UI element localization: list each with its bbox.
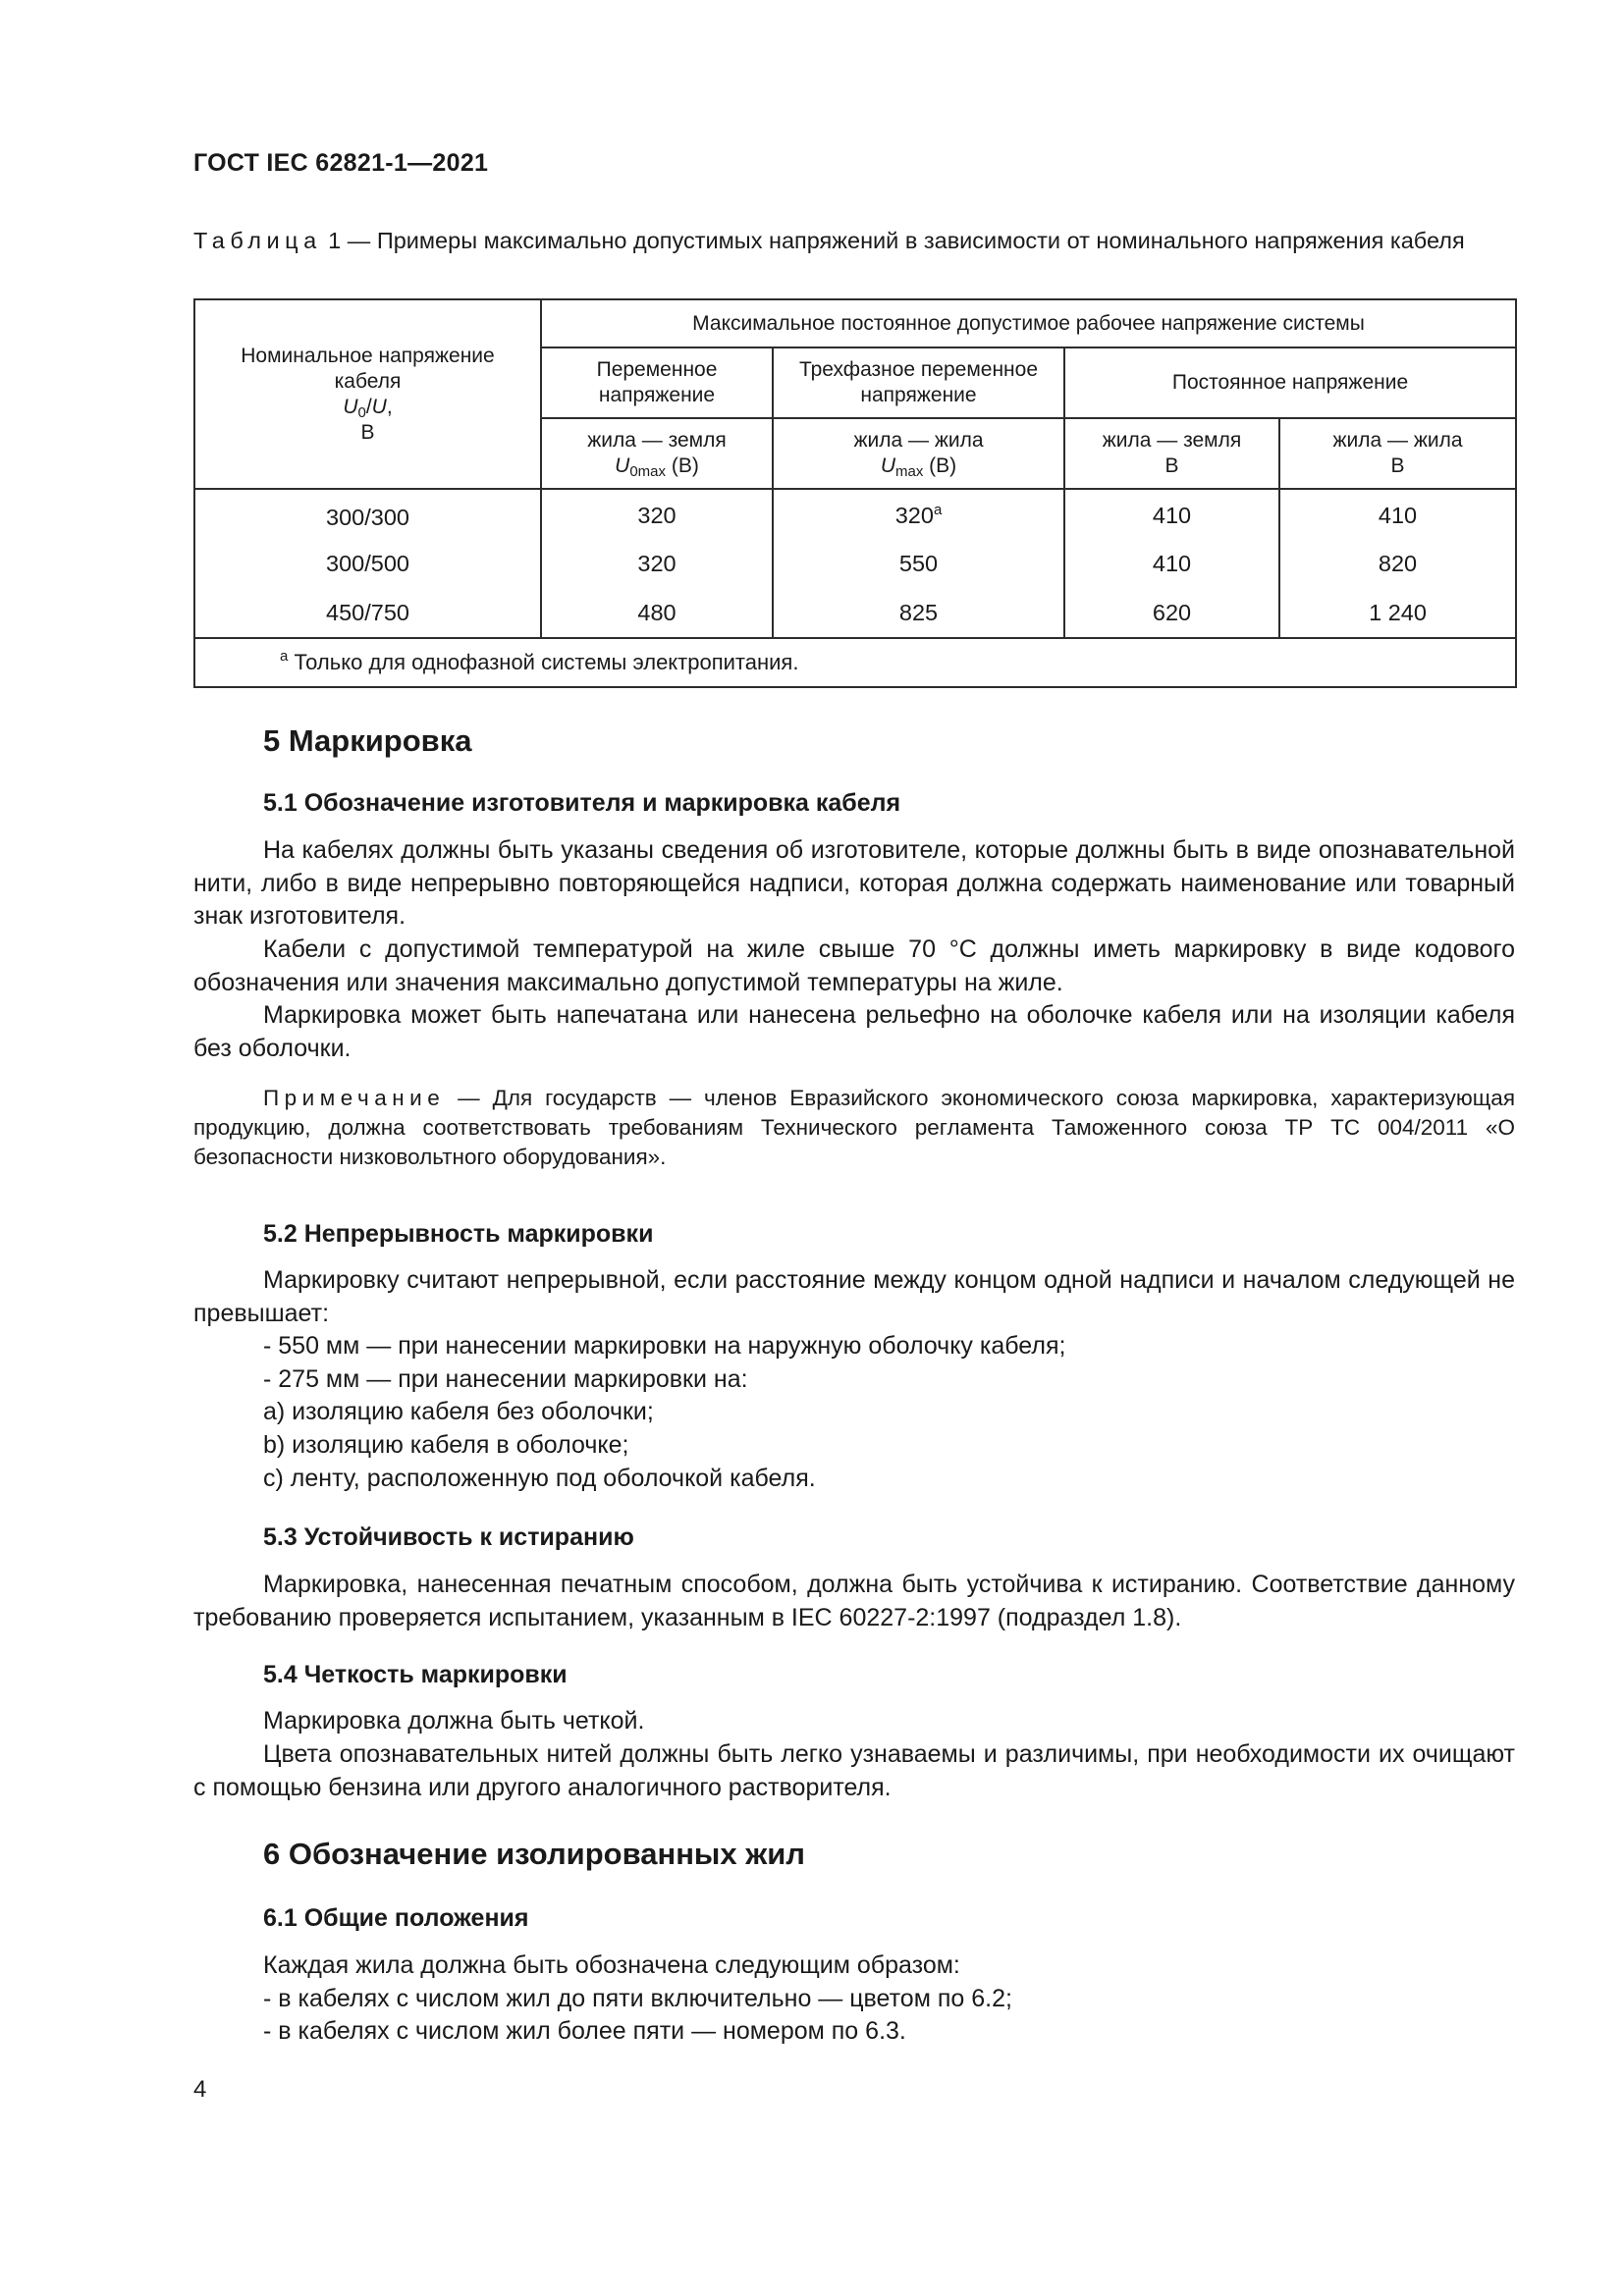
footnote-ref: a [933,501,943,518]
section-5-1-paragraph-3: Маркировка может быть напечатана или нанесена рельефно на оболочке кабеля или на изоляции кабеля без оболочки. [193,1001,1515,1062]
footnote-mark: a [280,648,289,665]
header-nominal-voltage [194,299,541,489]
section-5-4-paragraph-2: Цвета опознавательных нитей должны быть легко узнаваемы и различимы, при необходимости их очищают с помощью бензина или другого аналогичного растворителя. [193,1740,1515,1801]
header-nominal-unit: В [360,420,375,444]
header-nominal-line2: кабеля [334,369,402,393]
header-nominal-slash: / [365,395,372,418]
subheader-dc-core-earth [1064,418,1279,489]
section-5-3-paragraph-1: Маркировка, нанесенная печатным способом, должна быть устойчива к истиранию. Соответствие данному требованию проверяется испытанием, указанным в IEC 60227-2:1997 (подраздел 1.8). [193,1571,1515,1631]
subheader-dc-core-core [1279,418,1516,489]
cell-dc-earth: 410 [1064,489,1279,540]
list-item: c) ленту, расположенную под оболочкой кабеля. [263,1465,816,1492]
cell-nominal: 300/500 [194,540,541,587]
section-5-title: 5 Маркировка [263,723,472,758]
cell-three-phase [773,489,1064,540]
table-caption-label: Таблица [193,228,322,253]
header-dc-voltage: Постоянное напряжение [1064,347,1516,418]
section-5-4-paragraph-1: Маркировка должна быть четкой. [263,1707,645,1735]
header-nominal-u: U [371,395,387,418]
subheader-dc2-line2: В [1390,454,1405,477]
section-5-1-paragraph-2: Кабели с допустимой температурой на жиле свыше 70 °С должны иметь маркировку в виде кодового обозначения или значения максимально допустимой температуры на жиле. [193,935,1515,996]
cell-dc-core: 820 [1279,540,1516,587]
list-item: - в кабелях с числом жил более пяти — номером по 6.3. [263,2017,906,2045]
header-ac-line1: Переменное [596,358,718,381]
header-ac-line2: напряжение [598,384,716,406]
section-6-1-title: 6.1 Общие положения [263,1904,529,1932]
footnote-text: Только для однофазной системы электропитания. [288,650,799,674]
section-6-1-paragraph-1: Каждая жила должна быть обозначена следующим образом: [263,1951,960,1979]
subheader-ac-u: U [615,454,630,477]
table-caption-text: 1 — Примеры максимально допустимых напряжений в зависимости от номинального напряжения кабеля [321,228,1465,253]
cell-three-phase-value: 320 [894,502,934,528]
subheader-3ph-line1: жила — жила [853,429,984,452]
cell-nominal: 300/300 [194,489,541,540]
list-item: - 550 мм — при нанесении маркировки на наружную оболочку кабеля; [263,1332,1066,1360]
subheader-dc1-line1: жила — земля [1102,429,1242,452]
cell-ac: 320 [541,489,773,540]
section-5-3-title: 5.3 Устойчивость к истиранию [263,1523,634,1551]
list-item: - в кабелях с числом жил до пяти включительно — цветом по 6.2; [263,1985,1012,2012]
cell-ac: 320 [541,540,773,587]
section-5-1-title: 5.1 Обозначение изготовителя и маркировка кабеля [263,789,901,817]
cell-three-phase: 550 [773,540,1064,587]
subheader-dc2-line1: жила — жила [1332,429,1463,452]
table-row [194,540,1516,587]
table-footnote [194,638,1516,687]
voltage-table [193,298,1517,688]
header-3ph-line2: напряжение [860,384,977,406]
note-label: Примечание [263,1086,446,1110]
cell-three-phase: 825 [773,587,1064,638]
list-item: a) изоляцию кабеля без оболочки; [263,1398,654,1425]
list-item: - 275 мм — при нанесении маркировки на: [263,1365,748,1393]
header-nominal-line1: Номинальное напряжение [241,344,495,367]
cell-dc-core: 410 [1279,489,1516,540]
header-nominal-u0-sub: 0 [357,403,366,421]
cell-dc-core: 1 240 [1279,587,1516,638]
header-nominal-comma: , [386,395,393,418]
section-5-1-paragraph-1: На кабелях должны быть указаны сведения об изготовителе, которые должны быть в виде опознавательной нити, либо в виде непрерывно повторяющейся надписи, которая должна содержать наименование или товарный знак изготовителя. [193,836,1515,930]
subheader-ac-sub: 0max [629,463,667,480]
header-3ph-line1: Трехфазное переменное [798,358,1039,381]
cell-nominal: 450/750 [194,587,541,638]
subheader-dc1-line2: В [1164,454,1179,477]
subheader-3ph-u: U [880,454,895,477]
subheader-3ph-core-core [773,418,1064,489]
table-row [194,587,1516,638]
cell-dc-earth: 410 [1064,540,1279,587]
subheader-ac-core-earth [541,418,773,489]
header-nominal-u0: U [343,395,358,418]
header-max-voltage: Максимальное постоянное допустимое рабочее напряжение системы [541,299,1516,347]
note-text: — Для государств — членов Евразийского экономического союза маркировка, характеризующая продукцию, должна соответствовать требованиям Технического регламента Таможенного союза ТР ТС 004/2011 «О безопасности низковольтного оборудования». [193,1086,1515,1169]
table-caption [193,224,1514,257]
header-three-phase-voltage [773,347,1064,418]
document-header: ГОСТ IEC 62821-1—2021 [193,149,489,177]
cell-dc-earth: 620 [1064,587,1279,638]
section-6-title: 6 Обозначение изолированных жил [263,1837,805,1871]
subheader-ac-line1: жила — земля [587,429,727,452]
cell-ac: 480 [541,587,773,638]
subheader-3ph-sub: max [895,463,924,480]
section-5-4-title: 5.4 Четкость маркировки [263,1661,568,1688]
note-paragraph [193,1084,1515,1172]
section-5-2-paragraph-1: Маркировку считают непрерывной, если расстояние между концом одной надписи и началом следующей не превышает: [193,1266,1515,1327]
list-item: b) изоляцию кабеля в оболочке; [263,1431,629,1459]
page-number: 4 [193,2076,207,2103]
subheader-ac-unit: (В) [666,454,699,477]
table-row [194,489,1516,540]
subheader-3ph-unit: (В) [923,454,957,477]
section-5-2-title: 5.2 Непрерывность маркировки [263,1220,654,1248]
header-ac-voltage [541,347,773,418]
